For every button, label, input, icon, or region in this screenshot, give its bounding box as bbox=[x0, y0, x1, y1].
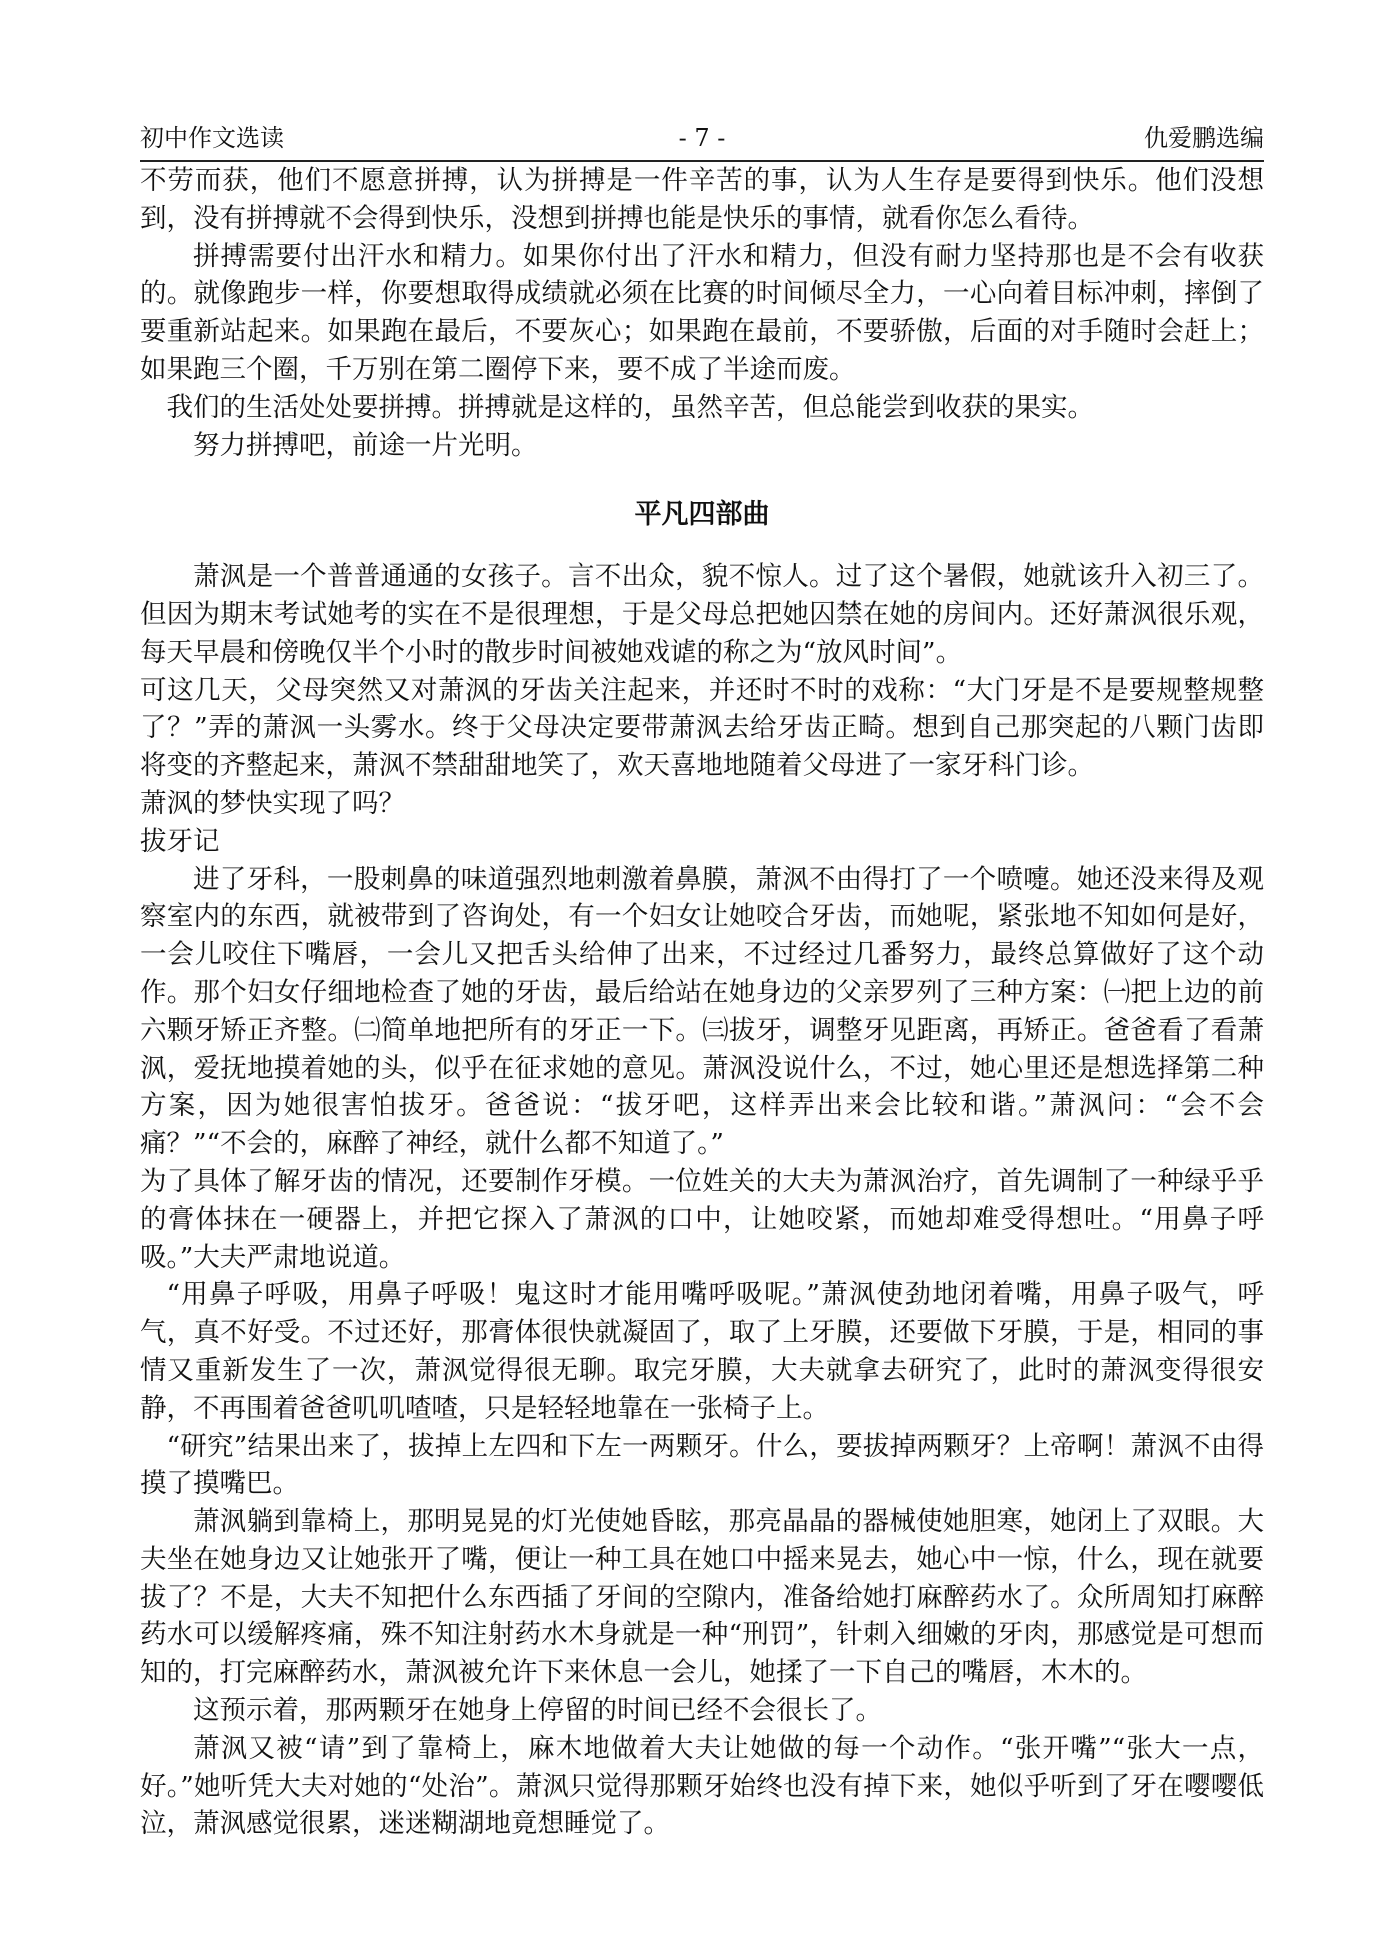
essay2-paragraph: 萧沨的梦快实现了吗？ bbox=[140, 787, 405, 819]
essay2-section-heading: 拔牙记 bbox=[140, 825, 220, 857]
essay2-paragraph: 萧沨躺到靠椅上，那明晃晃的灯光使她昏眩，那亮晶晶的器械使她胆寒，她闭上了双眼。大夫坐在她身边又让她张开了嘴，便让一种工具在她口中摇来晃去，她心中一惊，什么，现在就要拔了？不是，大夫不知把什么东西插了牙间的空隙内，准备给她打麻醉药水了。众所周知打麻醉药水可以缓解疼痛，殊不知注射药水木身就是一种“刑罚”，针刺入细嫩的牙肉，那感觉是可想而知的，打完麻醉药水，萧沨被允许下来休息一会儿，她揉了一下自己的嘴唇，木木的。 bbox=[140, 1506, 1264, 1689]
essay1-paragraph: 努力拼搏吧，前途一片光明。 bbox=[193, 429, 538, 461]
essay1-paragraph: 不劳而获，他们不愿意拼搏，认为拼搏是一件辛苦的事，认为人生存是要得到快乐。他们没想到，没有拼搏就不会得到快乐，没想到拼搏也能是快乐的事情，就看你怎么看待。 bbox=[140, 165, 1264, 234]
essay2-paragraph: 萧沨是一个普普通通的女孩子。言不出众，貌不惊人。过了这个暑假，她就该升入初三了。但因为期末考试她考的实在不是很理想，于是父母总把她囚禁在她的房间内。还好萧沨很乐观，每天早晨和傍晚仅半个小时的散步时间被她戏谑的称之为“放风时间”。 bbox=[140, 561, 1264, 668]
essay2-paragraph: 进了牙科，一股刺鼻的味道强烈地刺激着鼻膜，萧沨不由得打了一个喷嚏。她还没来得及观察室内的东西，就被带到了咨询处，有一个妇女让她咬合牙齿，而她呢，紧张地不知如何是好，一会儿咬住下嘴唇，一会儿又把舌头给伸了出来，不过经过几番努力，最终总算做好了这个动作。那个妇女仔细地检查了她的牙齿，最后给站在她身边的父亲罗列了三种方案：㈠把上边的前六颗牙矫正齐整。㈡简单地把所有的牙正一下。㈢拔牙，调整牙见距离，再矫正。爸爸看了看萧沨，爱抚地摸着她的头，似乎在征求她的意见。萧沨没说什么，不过，她心里还是想选择第二种方案，因为她很害怕拔牙。爸爸说：“拔牙吧，这样弄出来会比较和谐。”萧沨问：“会不会痛？”“不会的，麻醉了神经，就什么都不知道了。” bbox=[140, 863, 1264, 1160]
essay2-paragraph: 萧沨又被“请”到了靠椅上，麻木地做着大夫让她做的每一个动作。“张开嘴”“张大一点，好。”她听凭大夫对她的“处治”。萧沨只觉得那颗牙始终也没有掉下来，她似乎听到了牙在嘤嘤低泣，萧沨感觉很累，迷迷糊湖地竟想睡觉了。 bbox=[140, 1732, 1264, 1840]
essay2-title: 平凡四部曲 bbox=[634, 499, 770, 531]
page-content bbox=[140, 162, 1264, 1843]
header-editor: 仇爱鹏选编 bbox=[1144, 124, 1264, 152]
essay2-paragraph: “用鼻子呼吸，用鼻子呼吸！鬼这时才能用嘴呼吸呢。”萧沨使劲地闭着嘴，用鼻子吸气，呼气，真不好受。不过还好，那膏体很快就凝固了，取了上牙膜，还要做下牙膜，于是，相同的事情又重新发生了一次，萧沨觉得很无聊。取完牙膜，大夫就拿去研究了，此时的萧沨变得很安静，不再围着爸爸叽叽喳喳，只是轻轻地靠在一张椅子上。 bbox=[140, 1279, 1264, 1424]
page-number: - 7 - bbox=[678, 124, 726, 152]
essay2-paragraph: 这预示着，那两颗牙在她身上停留的时间已经不会很长了。 bbox=[193, 1695, 882, 1727]
page-header bbox=[140, 120, 1264, 162]
header-book-title: 初中作文选读 bbox=[140, 124, 284, 152]
essay2-paragraph: “研究”结果出来了，拔掉上左四和下左一两颗牙。什么，要拔掉两颗牙？上帝啊！萧沨不由得摸了摸嘴巴。 bbox=[140, 1430, 1264, 1500]
essay2-paragraph: 可这几天，父母突然又对萧沨的牙齿关注起来，并还时不时的戏称：“大门牙是不是要规整规整了？”弄的萧沨一头雾水。终于父母决定要带萧沨去给牙齿正畸。想到自己那突起的八颗门齿即将变的齐整起来，萧沨不禁甜甜地笑了，欢天喜地地随着父母进了一家牙科门诊。 bbox=[140, 674, 1265, 782]
essay2-paragraph: 为了具体了解牙齿的情况，还要制作牙模。一位姓关的大夫为萧沨治疗，首先调制了一种绿乎乎的膏体抹在一硬器上，并把它探入了萧沨的口中，让她咬紧，而她却难受得想吐。“用鼻子呼吸。”大夫严肃地说道。 bbox=[140, 1165, 1264, 1273]
essay1-paragraph: 我们的生活处处要拼搏。拼搏就是这样的，虽然辛苦，但总能尝到收获的果实。 bbox=[166, 391, 1094, 423]
essay1-paragraph: 拼搏需要付出汗水和精力。如果你付出了汗水和精力，但没有耐力坚持那也是不会有收获的。就像跑步一样，你要想取得成绩就必须在比赛的时间倾尽全力，一心向着目标冲刺，摔倒了要重新站起来。如果跑在最后，不要灰心；如果跑在最前，不要骄傲，后面的对手随时会赶上；如果跑三个圈，千万别在第二圈停下来，要不成了半途而废。 bbox=[140, 240, 1264, 385]
